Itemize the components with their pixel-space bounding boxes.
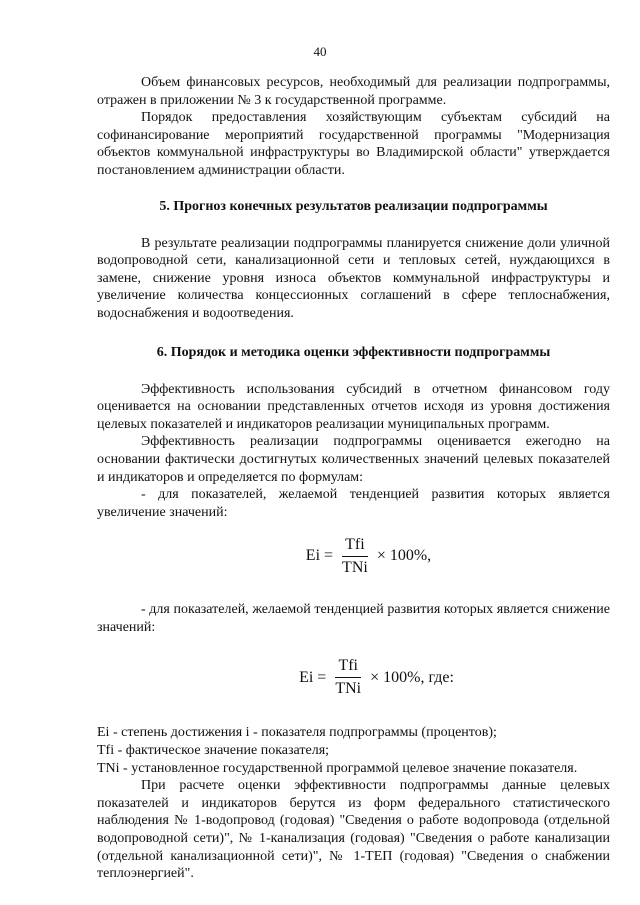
formula-2-denominator: TNi — [335, 679, 362, 697]
section-5-paragraph: В результате реализации подпрограммы планируется снижение доли уличной водопроводной сети, канализационной сети и тепловых сетей, нуждающихся в замене, снижение уровня износа объектов коммунальной инфраструктуры и увеличение количества концессионных соглашений в сфере теплоснабжения, водоснабжения и водоотведения. — [97, 235, 610, 321]
section-6-heading: 6. Порядок и методика оценки эффективности подпрограммы — [156, 344, 551, 360]
formula-legend — [97, 724, 610, 777]
legend-item-ei: Ei - степень достижения i - показателя подпрограммы (процентов); — [97, 725, 497, 741]
formula-decrease — [97, 646, 610, 708]
section-6-paragraph-1: Эффективность использования субсидий в отчетном финансовом году оценивается на основании представленных отчетов исходя из уровня достижения целевых показателей и индикаторов реализации муниципальных программ. — [97, 381, 610, 432]
formula-1-rhs: × 100%, — [376, 547, 432, 565]
legend-item-tni: TNi - установленное государственной программой целевое значение показателя. — [97, 760, 578, 776]
paragraph-funding-volume: Объем финансовых ресурсов, необходимый для реализации подпрограммы, отражен в приложении № 3 к государственной программе. — [97, 75, 610, 108]
page-number: 40 — [313, 44, 327, 59]
formula-increase — [97, 525, 610, 587]
document-body — [97, 74, 610, 883]
formula-1-fraction — [339, 535, 371, 578]
section-5-heading: 5. Прогноз конечных результатов реализации подпрограммы — [159, 198, 548, 214]
formula-2-rhs: × 100%, где: — [370, 668, 454, 686]
section-6-paragraph-2: Эффективность реализации подпрограммы оценивается ежегодно на основании фактически достигнутых количественных значений целевых показателей и индикаторов и определяется по формулам: — [97, 434, 610, 485]
formula-2-lhs: Ei = — [299, 668, 327, 686]
legend-item-tfi: Tfi - фактическое значение показателя; — [97, 743, 330, 759]
paragraph-subsidy-procedure: Порядок предоставления хозяйствующим субъектам субсидий на софинансирование мероприятий государственной программы "Модернизация объектов коммунальной инфраструктуры во Владимирской области" утверждается постановлением администрации области. — [97, 110, 610, 178]
formula-1-numerator: Tfi — [342, 535, 368, 557]
closing-paragraph: При расчете оценки эффективности подпрограммы данные целевых показателей и индикаторов берутся из форм федерального статистического наблюдения № 1-водопровод (годовая) "Сведения о работе водопровода (отдельной водопроводной сети)", № 1-канализация (годовая) "Сведения о работе канализации (отдельной канализационной сети)", № 1-ТЕП (годовая) "Сведения о снабжении теплоэнергией". — [97, 778, 610, 882]
formula-1-denominator: TNi — [342, 558, 368, 576]
formula-2-numerator: Tfi — [335, 656, 361, 678]
formula-1-lhs: Ei = — [305, 547, 334, 565]
formula-2-fraction — [332, 656, 364, 699]
case-increase-text: - для показателей, желаемой тенденцией развития которых является увеличение значений: — [97, 487, 610, 520]
case-decrease-text: - для показателей, желаемой тенденцией развития которых является снижение значений: — [97, 602, 610, 635]
